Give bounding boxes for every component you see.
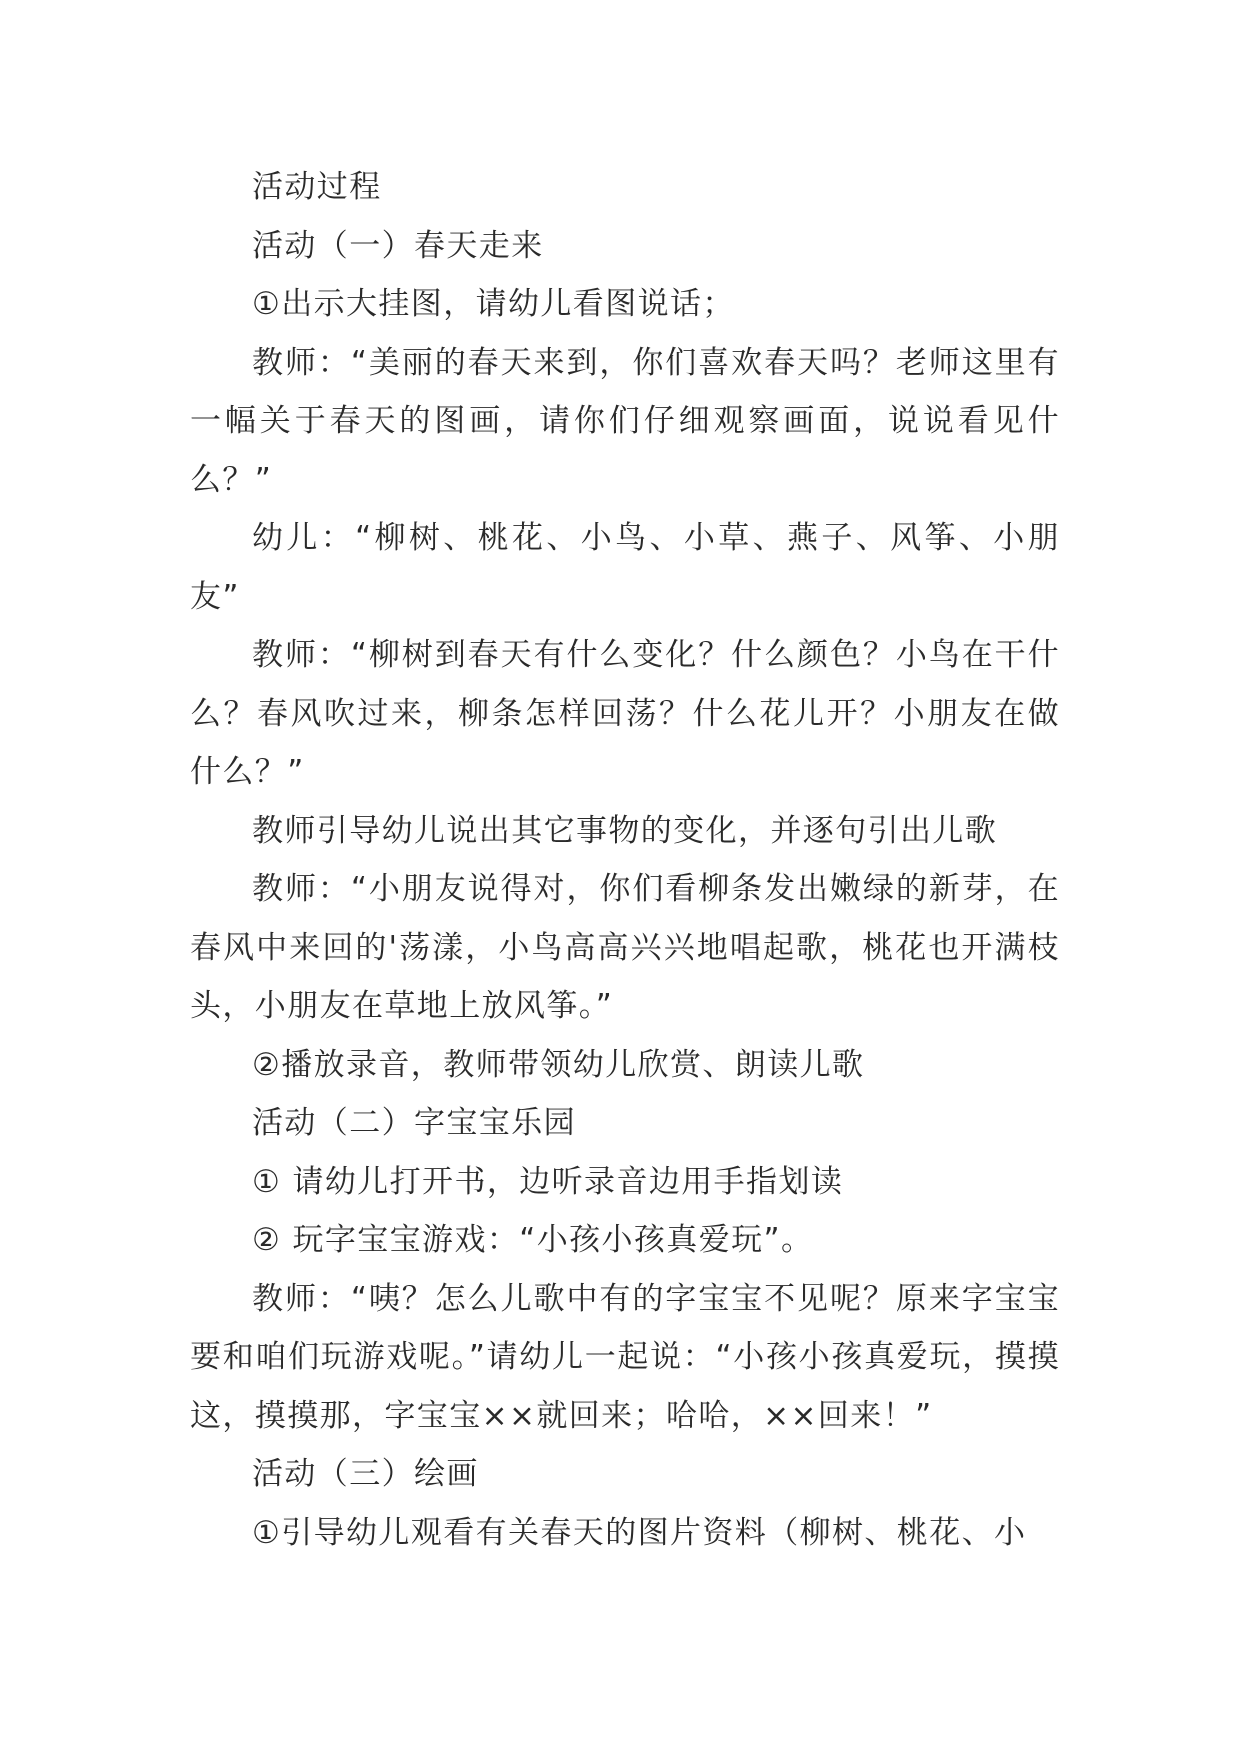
activity-2-heading: 活动（二）字宝宝乐园 (252, 1105, 576, 1141)
activity-2-step-1: ① 请幼儿打开书，边听录音边用手指划读 (252, 1163, 844, 1200)
activity-1-step-1: ①出示大挂图，请幼儿看图说话； (252, 286, 735, 322)
activity-2-step-2: ② 玩字宝宝游戏：“小孩小孩真爱玩”。 (252, 1222, 814, 1258)
teacher-guidance: 教师引导幼儿说出其它事物的变化，并逐句引出儿歌 (252, 812, 998, 849)
activity-3-heading: 活动（三）绘画 (252, 1456, 479, 1492)
activity-1-heading: 活动（一）春天走来 (252, 227, 544, 264)
child-dialogue: 幼儿：“柳树、桃花、小鸟、小草、燕子、风筝、小朋友” (190, 520, 1060, 615)
activity-1-step-2: ②播放录音，教师带领幼儿欣赏、朗读儿歌 (252, 1046, 865, 1083)
teacher-dialogue-2: 教师：“柳树到春天有什么变化？什么颜色？小鸟在干什么？春风吹过来，柳条怎样回荡？什么花儿开？小朋友在做什么？” (190, 637, 1060, 790)
document-body (190, 158, 1060, 1562)
teacher-dialogue-3: 教师：“小朋友说得对，你们看柳条发出嫩绿的新芽，在春风中来回的'荡漾，小鸟高高兴兴地唱起歌，桃花也开满枝头，小朋友在草地上放风筝。” (190, 871, 1060, 1024)
activity-3-step-1: ①引导幼儿观看有关春天的图片资料（柳树、桃花、小 (252, 1514, 1027, 1551)
section-heading-activity-process: 活动过程 (252, 169, 382, 205)
teacher-dialogue-4: 教师：“咦？怎么儿歌中有的字宝宝不见呢？原来字宝宝要和咱们玩游戏呢。”请幼儿一起说：“小孩小孩真爱玩，摸摸这，摸摸那，字宝宝××就回来；哈哈，××回来！” (190, 1280, 1060, 1434)
teacher-dialogue-1: 教师：“美丽的春天来到，你们喜欢春天吗？老师这里有一幅关于春天的图画，请你们仔细观察画面，说说看见什么？” (190, 344, 1060, 498)
